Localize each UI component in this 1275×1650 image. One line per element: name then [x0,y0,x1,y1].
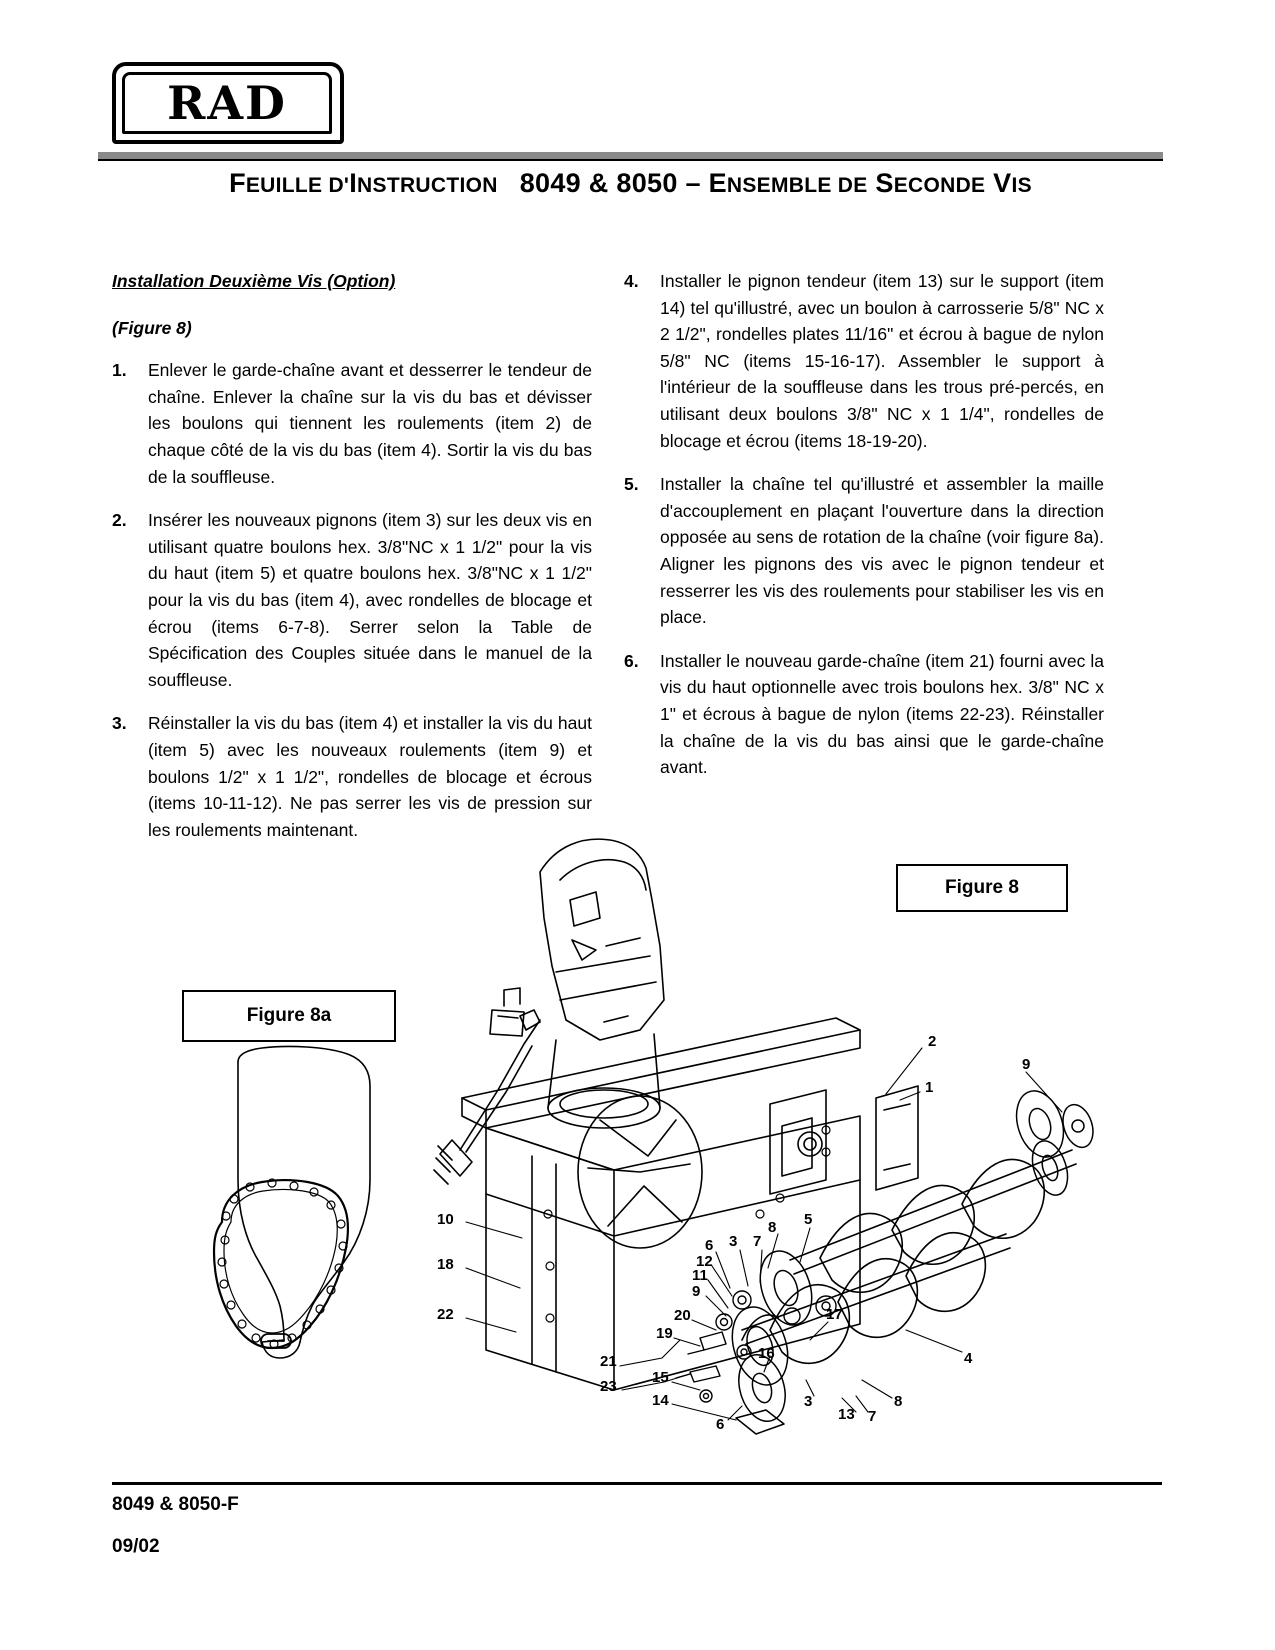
instruction-step [624,648,1104,781]
svg-text:7: 7 [753,1233,762,1250]
header-divider [98,152,1163,159]
svg-text:16: 16 [758,1345,775,1362]
instruction-step [624,471,1104,631]
step-number: 5. [624,474,639,495]
figure-8-assembly [434,839,1098,1434]
svg-text:13: 13 [838,1406,855,1423]
svg-text:9: 9 [692,1283,701,1300]
svg-text:2: 2 [928,1033,937,1050]
callout-numbers [437,1033,1030,1433]
svg-text:5: 5 [804,1211,813,1228]
step-text: Réinstaller la vis du bas (item 4) et installer la vis du haut (item 5) avec les nouveaux roulements (item 9) et boulons 1/2" x 1 1/2", rondelles de blocage et écrous (items 10-11-12). Ne pas serrer les vis de pression sur les roulements maintenant. [148,713,592,840]
svg-text:6: 6 [705,1237,714,1254]
svg-text:7: 7 [868,1408,877,1425]
step-number: 1. [112,360,127,381]
step-text: Installer le nouveau garde-chaîne (item 21) fourni avec la vis du haut optionnelle avec trois boulons hex. 3/8" NC x 1" et écrous à bague de nylon (items 22-23). Réinstaller la chaîne de la vis du bas ainsi que le garde-chaîne avant. [660,650,1104,778]
footer-divider [112,1482,1162,1485]
svg-text:12: 12 [696,1253,713,1270]
step-text: Insérer les nouveaux pignons (item 3) sur les deux vis en utilisant quatre boulons hex. 3/8"NC x 1 1/2" pour la vis du haut (item 5) et quatre boulons hex. 3/8"NC x 1 1/2" pour la vis du bas (item 4), avec rondelles de blocage et écrou (items 6-7-8). Serrer selon la Table de Spécification des Couples située dans le manuel de la souffleuse. [148,510,592,690]
instruction-step [624,268,1104,454]
instruction-step [112,357,592,490]
svg-text:10: 10 [437,1211,454,1228]
instruction-step [112,507,592,693]
page-title-part1: FEUILLE D'INSTRUCTION [229,168,498,198]
left-text-column [112,268,592,860]
section-heading: Installation Deuxième Vis (Option) [112,271,396,291]
svg-text:23: 23 [600,1378,617,1395]
svg-text:15: 15 [652,1369,669,1386]
figure-8a-chain-loop [214,1046,370,1358]
step-text: Installer la chaîne tel qu'illustré et assembler la maille d'accouplement en plaçant l'ouverture dans la direction opposée au sens de rotation de la chaîne (voir figure 8a). Aligner les pignons des vis avec le pignon tendeur et resserrer les vis des roulements pour stabiliser les vis en place. [660,474,1104,628]
page-title-part2: 8049 & 8050 – ENSEMBLE DE SECONDE VIS [519,168,1032,198]
logo-text: RAD [167,76,287,130]
svg-text:19: 19 [656,1325,673,1342]
svg-text:20: 20 [674,1307,691,1324]
rad-logo [112,62,344,144]
svg-text:17: 17 [826,1306,843,1323]
svg-text:4: 4 [964,1350,973,1367]
step-number: 2. [112,510,127,531]
step-text: Enlever le garde-chaîne avant et desserrer le tendeur de chaîne. Enlever la chaîne sur la vis du bas et dévisser les boulons qui tiennent les roulements (item 2) de chaque côté de la vis du bas (item 4). Sortir la vis du bas de la souffleuse. [148,360,592,487]
footer-date: 09/02 [112,1536,160,1557]
figure-reference: (Figure 8) [112,317,192,338]
svg-text:3: 3 [729,1233,738,1250]
step-number: 3. [112,713,127,734]
instruction-step [112,710,592,843]
svg-text:8: 8 [894,1393,903,1410]
logo-inner-border [122,72,332,134]
svg-text:6: 6 [716,1416,725,1433]
svg-text:18: 18 [437,1256,454,1273]
svg-text:1: 1 [925,1079,934,1096]
svg-text:14: 14 [652,1392,669,1409]
page-title [98,168,1163,199]
svg-text:3: 3 [804,1393,813,1410]
footer-document-code: 8049 & 8050-F [112,1494,239,1515]
right-text-column [624,268,1104,798]
step-text: Installer le pignon tendeur (item 13) sur le support (item 14) tel qu'illustré, avec un boulon à carrosserie 5/8" NC x 2 1/2", rondelles plates 11/16" et écrou à bague de nylon 5/8" NC (items 15-16-17). Assembler le support à l'intérieur de la souffleuse dans les trous pré-percés, en utilisant deux boulons 3/8" NC x 1 1/4", rondelles de blocage et écrou (items 18-19-20). [660,271,1104,451]
svg-text:8: 8 [768,1219,777,1236]
svg-text:21: 21 [600,1353,617,1370]
figure-8-label: Figure 8 [896,864,1068,912]
step-number: 6. [624,650,639,671]
step-number: 4. [624,271,639,291]
svg-text:9: 9 [1022,1056,1031,1073]
svg-text:11: 11 [692,1267,708,1284]
svg-text:22: 22 [437,1306,454,1323]
figure-8a-label: Figure 8a [182,990,396,1042]
